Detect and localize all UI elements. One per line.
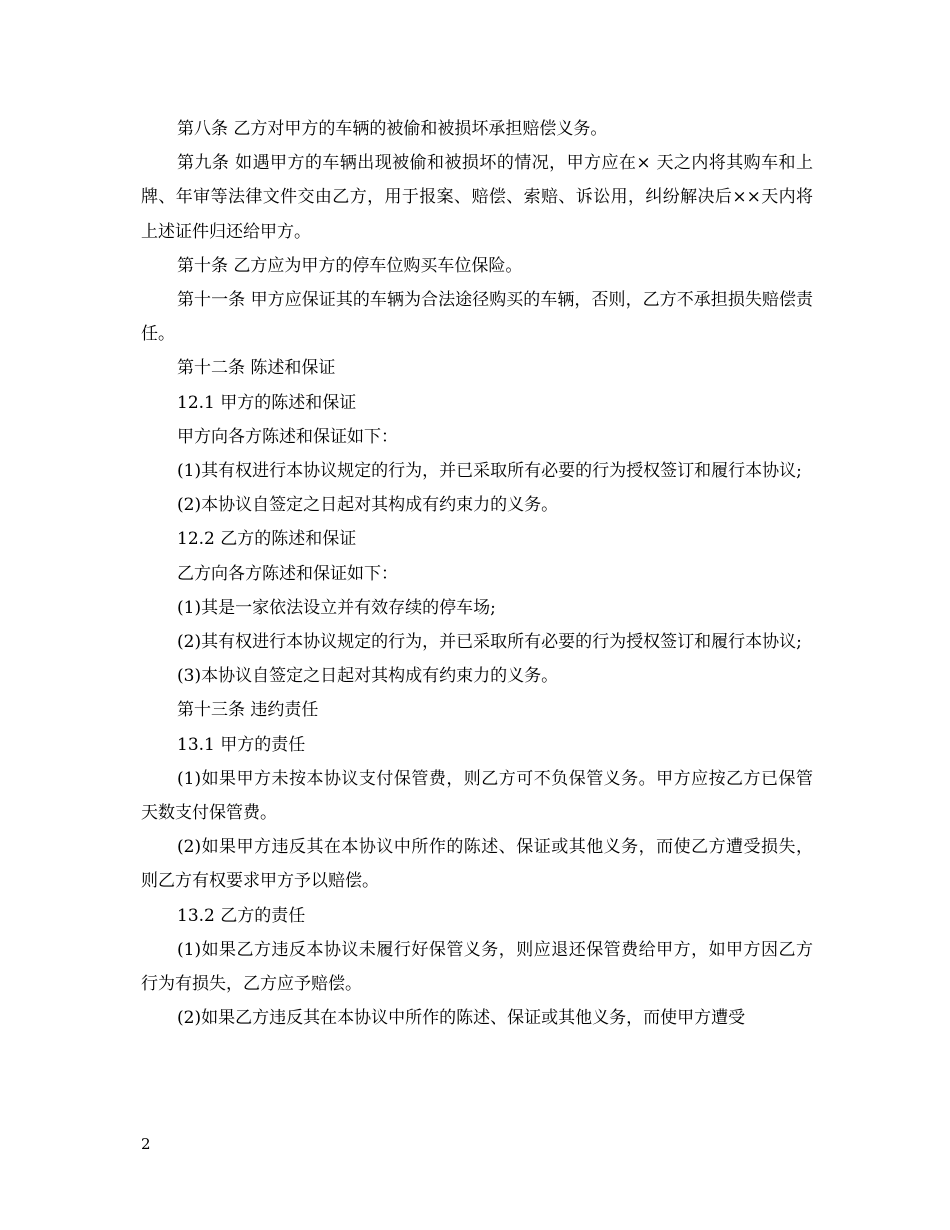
party-a-item-1: (1)其有权进行本协议规定的行为，并已采取所有必要的行为授权签订和履行本协议;: [177, 461, 802, 482]
article-13-heading: 第十三条 违约责任: [177, 700, 319, 721]
party-b-item-2: (2)其有权进行本协议规定的行为，并已采取所有必要的行为授权签订和履行本协议;: [177, 632, 802, 653]
page-number: 2: [141, 1135, 151, 1153]
party-b-liability-2: (2)如果乙方违反其在本协议中所作的陈述、保证或其他义务，而使甲方遭受: [177, 1008, 746, 1029]
section-12-1-heading: 12.1 甲方的陈述和保证: [177, 392, 357, 413]
party-b-item-1: (1)其是一家依法设立并有效存续的停车场;: [177, 597, 496, 618]
party-a-item-2: (2)本协议自签定之日起对其构成有约束力的义务。: [177, 495, 559, 516]
section-13-1-heading: 13.1 甲方的责任: [177, 734, 306, 755]
party-a-liability-2: (2)如果甲方违反其在本协议中所作的陈述、保证或其他义务，而使乙方遭受损失，则乙方有权要求甲方予以赔偿。: [141, 837, 813, 892]
article-8: 第八条 乙方对甲方的车辆的被偷和被损坏承担赔偿义务。: [177, 119, 608, 139]
article-11: 第十一条 甲方应保证其的车辆为合法途径购买的车辆，否则，乙方不承担损失赔偿责任。: [141, 290, 813, 345]
section-12-2-heading: 12.2 乙方的陈述和保证: [177, 529, 357, 550]
section-13-2-heading: 13.2 乙方的责任: [177, 905, 306, 926]
article-9: 第九条 如遇甲方的车辆出现被偷和被损坏的情况，甲方应在× 天之内将其购车和上牌、年审等法律文件交由乙方，用于报案、赔偿、索赔、诉讼用，纠纷解决后××天内将上述证件归还给甲方。: [141, 153, 813, 242]
party-b-item-3: (3)本协议自签定之日起对其构成有约束力的义务。: [177, 666, 559, 687]
article-12-heading: 第十二条 陈述和保证: [177, 358, 336, 379]
document-body: [141, 112, 813, 1035]
party-b-statement-intro: 乙方向各方陈述和保证如下：: [177, 563, 398, 584]
party-a-statement-intro: 甲方向各方陈述和保证如下：: [177, 426, 398, 447]
article-10: 第十条 乙方应为甲方的停车位购买车位保险。: [177, 255, 523, 276]
party-b-liability-1: (1)如果乙方违反本协议未履行好保管义务，则应退还保管费给甲方，如甲方因乙方行为有损失，乙方应予赔偿。: [141, 939, 813, 995]
party-a-liability-1: (1)如果甲方未按本协议支付保管费，则乙方可不负保管义务。甲方应按乙方已保管天数支付保管费。: [141, 768, 813, 824]
